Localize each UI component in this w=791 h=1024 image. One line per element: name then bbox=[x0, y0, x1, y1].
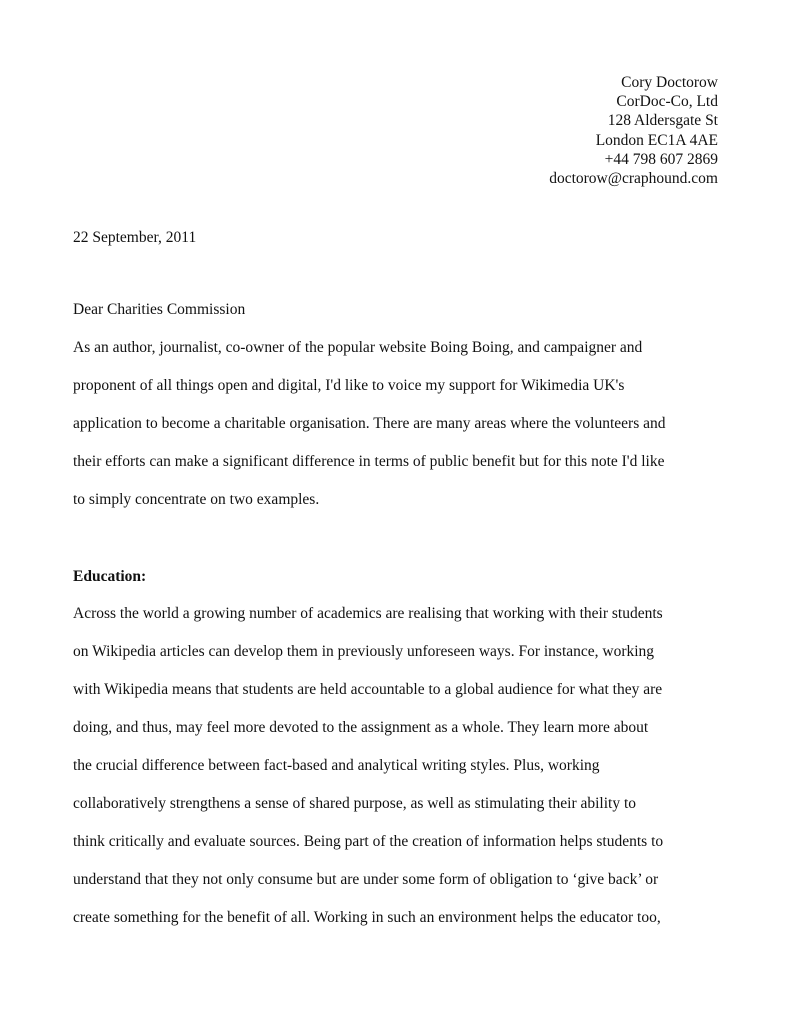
paragraph-line: with Wikipedia means that students are held accountable to a global audience for what they are bbox=[73, 681, 663, 698]
salutation: Dear Charities Commission bbox=[73, 301, 246, 318]
paragraph-line: think critically and evaluate sources. Being part of the creation of information helps students to bbox=[73, 833, 664, 850]
paragraph-line: application to become a charitable organisation. There are many areas where the volunteers and bbox=[73, 415, 666, 432]
paragraph-line: the crucial difference between fact-based and analytical writing styles. Plus, working bbox=[73, 757, 600, 774]
education-paragraph bbox=[73, 604, 723, 946]
sender-company: CorDoc-Co, Ltd bbox=[616, 93, 718, 111]
paragraph-line: As an author, journalist, co-owner of the popular website Boing Boing, and campaigner and bbox=[73, 339, 643, 356]
intro-paragraph bbox=[73, 338, 723, 528]
sender-phone: +44 798 607 2869 bbox=[604, 150, 718, 168]
paragraph-line: on Wikipedia articles can develop them in previously unforeseen ways. For instance, working bbox=[73, 643, 655, 660]
sender-city-postcode: London EC1A 4AE bbox=[595, 131, 718, 149]
paragraph-line: their efforts can make a significant difference in terms of public benefit but for this note I'd like bbox=[73, 453, 665, 470]
paragraph-line: create something for the benefit of all. Working in such an environment helps the educator too, bbox=[73, 909, 661, 926]
letter-date: 22 September, 2011 bbox=[73, 229, 197, 246]
sender-street: 128 Aldersgate St bbox=[607, 112, 718, 130]
sender-address-block bbox=[549, 73, 718, 188]
sender-email: doctorow@craphound.com bbox=[549, 170, 718, 188]
paragraph-line: understand that they not only consume but are under some form of obligation to ‘give back’ or bbox=[73, 871, 659, 888]
paragraph-line: collaboratively strengthens a sense of shared purpose, as well as stimulating their ability to bbox=[73, 795, 637, 812]
paragraph-line: doing, and thus, may feel more devoted to the assignment as a whole. They learn more about bbox=[73, 719, 649, 736]
sender-name: Cory Doctorow bbox=[621, 74, 718, 91]
education-heading: Education: bbox=[73, 568, 147, 585]
paragraph-line: Across the world a growing number of academics are realising that working with their students bbox=[73, 605, 663, 622]
paragraph-line: to simply concentrate on two examples. bbox=[73, 491, 320, 508]
paragraph-line: proponent of all things open and digital, I'd like to voice my support for Wikimedia UK's bbox=[73, 377, 625, 394]
